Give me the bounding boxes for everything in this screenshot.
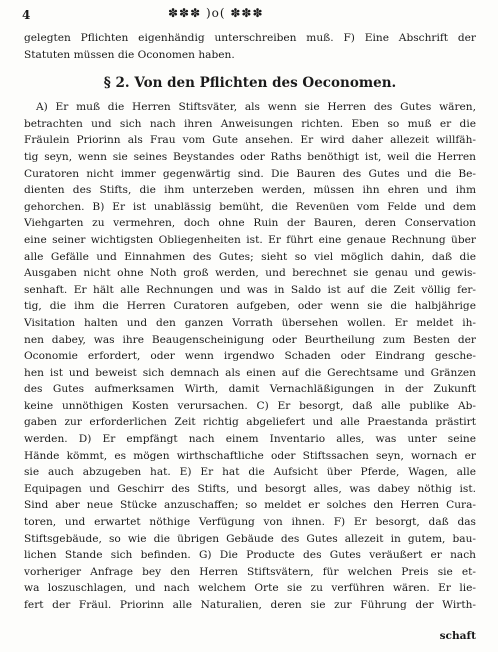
text-line: nen dabey, was ihre Beaugenscheinigung oder Beurtheilung zum Besten der [24,333,476,346]
text-line: Fräulein Priorinn als Frau vom Gute ansehen. Er wird daher allezeit willfäh- [24,134,476,147]
text-line: Visitation halten und den ganzen Vorrath übersehen wollen. Er meldet ih- [24,316,476,329]
text-line: fert der Fräul. Priorinn alle Naturalien, deren sie zur Führung der Wirth- [24,599,476,611]
text-line: Hände kömmt, es mögen wirthschaftliche oder Stiftssachen seyn, wornach er [24,449,476,462]
text-line: lichen Stande sich befinden. G) Die Producte des Gutes veräußert er nach [24,549,476,562]
text-line: eine seiner wichtigsten Obliegenheiten ist. Er führt eine genaue Rechnung über [24,233,476,246]
page-number: 4 [22,8,31,22]
header-ornament: ✽✽✽ )o( ✽✽✽ [168,6,264,20]
text-line: Equipagen und Geschirr des Stifts, und besorgt alles, was dabey nöthig ist. [24,482,476,495]
text-line: vorheriger Anfrage bey den Herren Stiftsvätern, für welchen Preis sie et- [24,565,476,578]
text-line: wa loszuschlagen, und nach welchem Orte sie zu verführen wären. Er lie- [24,582,476,595]
text-line: gaben zur erforderlichen Zeit richtig abgeliefert und alle Praestanda prästirt [24,416,476,429]
catchword: schaft [439,630,476,642]
text-line: gehorchen. B) Er ist unablässig bemüht, die Revenüen vom Felde und dem [24,200,476,213]
text-line: A) Er muß die Herren Stiftsväter, als wenn sie Herren des Gutes wären, [36,101,476,114]
text-line: alle Gefälle und Einnahmen des Gutes; sieht so viel möglich dahin, daß die [24,250,476,263]
text-line: toren, und erwartet nöthige Verfügung von ihnen. F) Er besorgt, daß das [24,516,476,529]
text-line: werden. D) Er empfängt nach einem Inventario alles, was unter seine [24,433,476,446]
text-line: Statuten müssen die Oconomen haben. [24,48,235,61]
text-line: senhaft. Er hält alle Rechnungen und was in Saldo ist auf die Zeit völlig fer- [24,283,476,296]
text-line: Stiftsgebäude, so wie die übrigen Gebäude des Gutes allezeit in gutem, bau- [24,532,476,545]
text-line: gelegten Pflichten eigenhändig unterschreiben muß. F) Eine Abschrift der [24,32,476,44]
text-line: des Gutes aufmerksamen Wirth, damit Vernachläßigungen in der Zukunft [24,383,476,396]
text-line: keine unnöthigen Kosten verursachen. C) Er besorgt, daß alle publike Ab- [24,399,476,412]
text-line: sie auch abzugeben hat. E) Er hat die Aufsicht über Pferde, Wagen, alle [24,466,476,479]
text-line: Oconomie erfordert, oder wenn irgendwo Schaden oder Eindrang gesche- [24,350,476,363]
text-line: Curatoren nicht immer gegenwärtig sind. Die Bauren des Gutes und die Be- [24,167,476,180]
text-line: tig seyn, wenn sie seines Beystandes oder Raths benöthigt ist, weil die Herren [24,150,476,163]
text-line: Viehgarten zu vermehren, doch ohne Ruin der Bauren, deren Conservation [24,217,476,230]
text-line: Sind aber neue Stücke anzuschaffen; so meldet er solches den Herren Cura- [24,499,476,512]
text-line: Ausgaben nicht ohne Noth groß werden, und berechnet sie genau und gewis- [24,267,476,280]
section-heading: § 2. Von den Pflichten des Oeconomen. [103,75,397,92]
body-text [24,30,476,614]
text-line: tig, die ihm die Herren Curatoren aufgeben, oder wenn sie die halbjährige [24,300,476,313]
text-line: betrachten und sich nach ihren Anweisungen richten. Eben so muß er die [24,117,476,130]
text-line: dienten des Stifts, die ihm unterzeben werden, müssen ihn ehren und ihm [24,184,476,197]
text-line: hen ist und beweist sich demnach als einen auf die Gerechtsame und Gränzen [24,366,476,379]
